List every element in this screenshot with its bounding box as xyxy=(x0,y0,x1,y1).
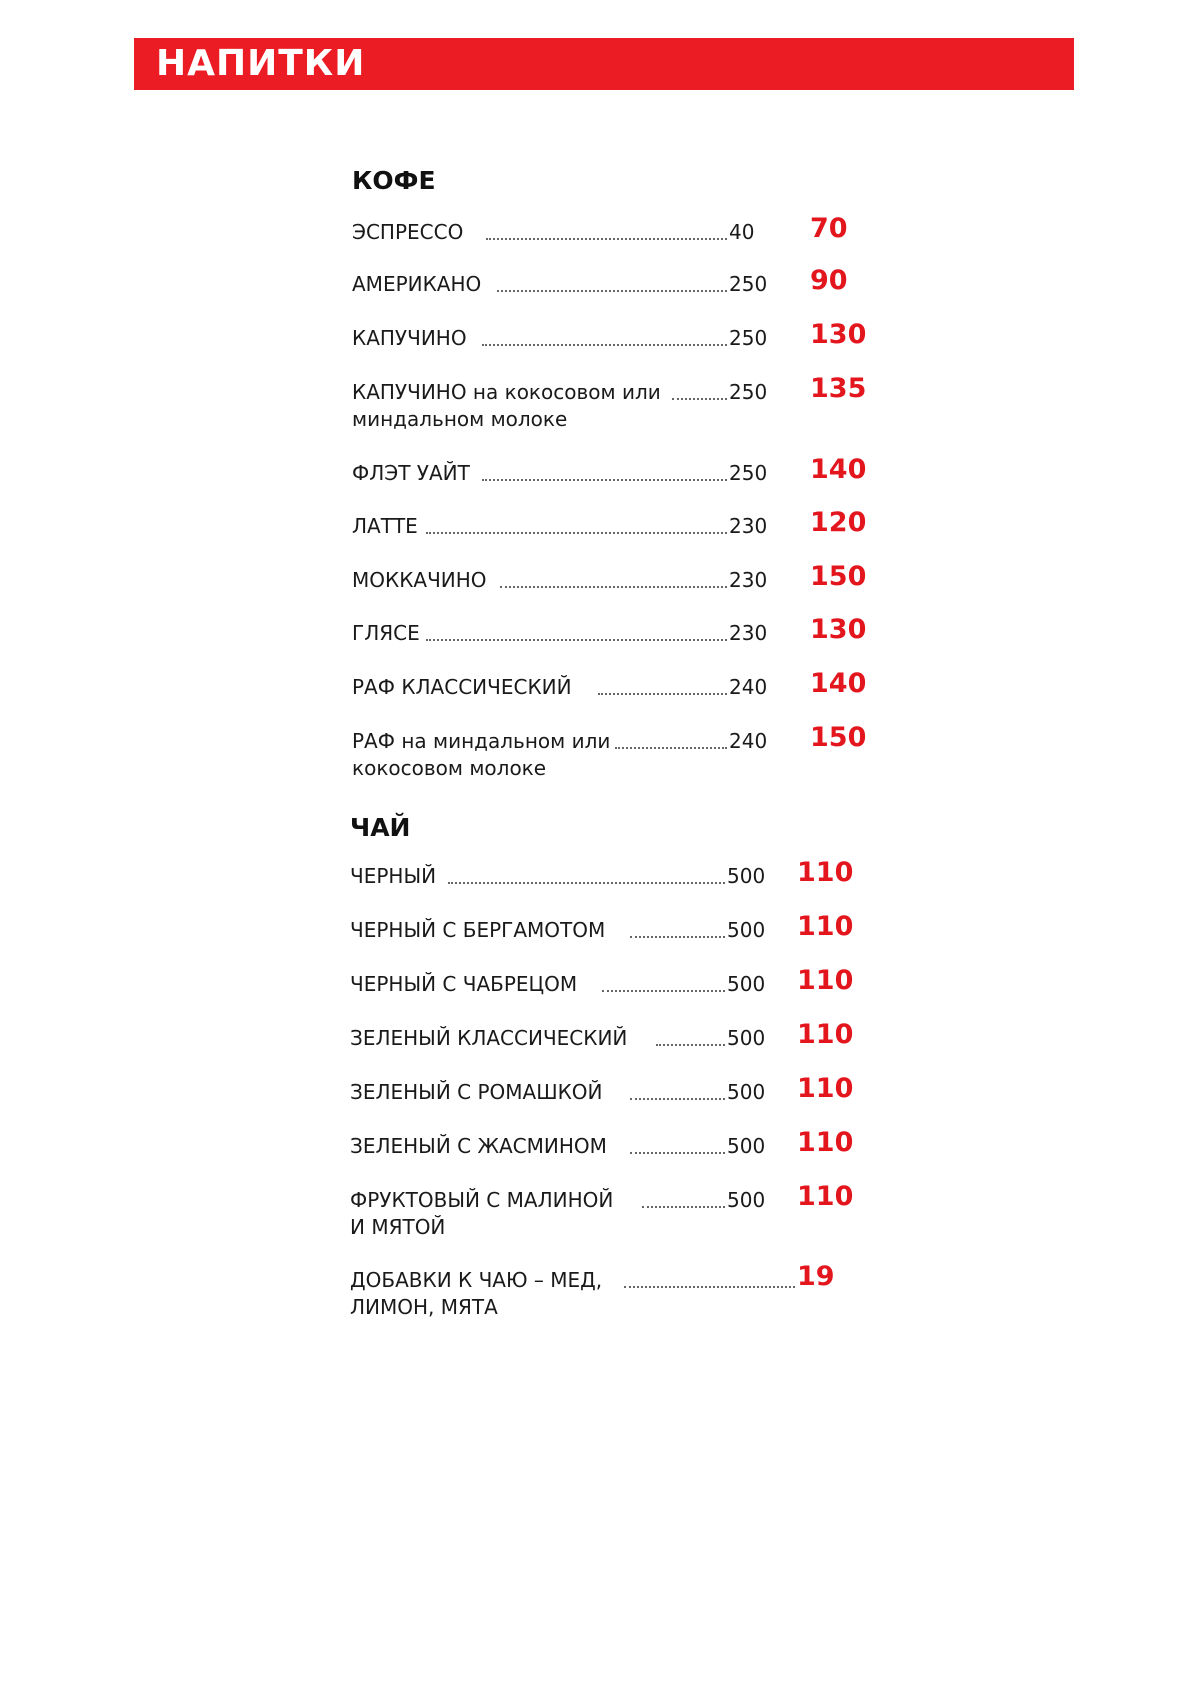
item-volume: 230 xyxy=(729,568,768,592)
item-name: АМЕРИКАНО xyxy=(352,272,482,296)
item-price: 150 xyxy=(810,722,867,753)
dot-leader xyxy=(598,693,727,695)
item-price: 130 xyxy=(810,319,867,350)
menu-item xyxy=(352,668,872,730)
menu-item xyxy=(352,265,872,327)
item-volume: 40 xyxy=(729,220,755,244)
item-name: ЧЕРНЫЙ xyxy=(350,864,437,888)
dot-leader xyxy=(642,1206,725,1208)
item-name-line2: ЛИМОН, МЯТА xyxy=(350,1295,498,1319)
dot-leader xyxy=(672,398,727,400)
item-price: 90 xyxy=(810,265,848,296)
item-name: КАПУЧИНО на кокосовом или xyxy=(352,380,661,404)
item-price: 19 xyxy=(797,1261,835,1292)
dot-leader xyxy=(602,990,725,992)
item-volume: 500 xyxy=(727,1188,766,1212)
item-price: 110 xyxy=(797,1019,854,1050)
item-name: ЛАТТЕ xyxy=(352,514,418,538)
dot-leader xyxy=(630,936,725,938)
item-name: ЗЕЛЕНЫЙ С ЖАСМИНОМ xyxy=(350,1134,607,1158)
menu-item xyxy=(350,911,870,973)
menu-item xyxy=(350,1019,870,1081)
item-name-line2: миндальном молоке xyxy=(352,407,568,431)
item-name: ЧЕРНЫЙ С БЕРГАМОТОМ xyxy=(350,918,606,942)
item-name: КАПУЧИНО xyxy=(352,326,467,350)
section-title-coffee: КОФЕ xyxy=(352,166,436,195)
item-volume: 230 xyxy=(729,621,768,645)
section-title-tea: ЧАЙ xyxy=(350,813,411,842)
item-volume: 250 xyxy=(729,326,768,350)
dot-leader xyxy=(426,639,727,641)
item-volume: 500 xyxy=(727,918,766,942)
item-volume: 500 xyxy=(727,1080,766,1104)
menu-item xyxy=(352,722,872,784)
item-price: 110 xyxy=(797,1073,854,1104)
dot-leader xyxy=(426,532,727,534)
item-volume: 240 xyxy=(729,675,768,699)
dot-leader xyxy=(500,586,727,588)
item-price: 135 xyxy=(810,373,867,404)
item-price: 140 xyxy=(810,668,867,699)
item-volume: 250 xyxy=(729,272,768,296)
item-price: 110 xyxy=(797,1127,854,1158)
item-price: 110 xyxy=(797,857,854,888)
item-name: МОККАЧИНО xyxy=(352,568,487,592)
dot-leader xyxy=(497,290,727,292)
menu-item xyxy=(352,614,872,676)
item-price: 70 xyxy=(810,213,848,244)
item-volume: 500 xyxy=(727,864,766,888)
item-price: 110 xyxy=(797,911,854,942)
item-volume: 230 xyxy=(729,514,768,538)
item-price: 120 xyxy=(810,507,867,538)
item-name: ДОБАВКИ К ЧАЮ – МЕД, xyxy=(350,1268,603,1292)
item-name: ЗЕЛЕНЫЙ КЛАССИЧЕСКИЙ xyxy=(350,1026,628,1050)
dot-leader xyxy=(486,238,727,240)
dot-leader xyxy=(630,1152,725,1154)
item-volume: 240 xyxy=(729,729,768,753)
menu-item xyxy=(352,373,872,435)
dot-leader xyxy=(656,1044,725,1046)
item-name-line2: кокосовом молоке xyxy=(352,756,547,780)
item-name: ЭСПРЕССО xyxy=(352,220,464,244)
item-name: РАФ КЛАССИЧЕСКИЙ xyxy=(352,675,572,699)
menu-item xyxy=(352,319,872,381)
item-name: ФЛЭТ УАЙТ xyxy=(352,461,470,485)
dot-leader xyxy=(624,1286,795,1288)
item-name: ЧЕРНЫЙ С ЧАБРЕЦОМ xyxy=(350,972,578,996)
dot-leader xyxy=(482,479,727,481)
item-volume: 250 xyxy=(729,461,768,485)
dot-leader xyxy=(630,1098,725,1100)
item-name-line2: И МЯТОЙ xyxy=(350,1215,446,1239)
menu-item xyxy=(352,454,872,516)
item-name: ФРУКТОВЫЙ С МАЛИНОЙ xyxy=(350,1188,614,1212)
item-volume: 250 xyxy=(729,380,768,404)
item-price: 130 xyxy=(810,614,867,645)
menu-item xyxy=(352,561,872,623)
header-banner xyxy=(134,38,1074,90)
page-title: НАПИТКИ xyxy=(156,43,366,84)
menu-item xyxy=(350,857,870,919)
menu-item xyxy=(352,507,872,569)
item-name: ГЛЯСЕ xyxy=(352,621,420,645)
menu-item xyxy=(350,1073,870,1135)
item-volume: 500 xyxy=(727,1134,766,1158)
item-price: 150 xyxy=(810,561,867,592)
item-price: 110 xyxy=(797,965,854,996)
dot-leader xyxy=(615,747,727,749)
menu-item xyxy=(350,1181,870,1243)
menu-item xyxy=(350,965,870,1027)
item-volume: 500 xyxy=(727,1026,766,1050)
item-name: ЗЕЛЕНЫЙ С РОМАШКОЙ xyxy=(350,1080,603,1104)
item-name: РАФ на миндальном или xyxy=(352,729,611,753)
item-price: 110 xyxy=(797,1181,854,1212)
item-volume: 500 xyxy=(727,972,766,996)
dot-leader xyxy=(448,882,725,884)
dot-leader xyxy=(482,344,727,346)
menu-item xyxy=(352,213,872,275)
menu-item xyxy=(350,1261,870,1323)
item-price: 140 xyxy=(810,454,867,485)
menu-item xyxy=(350,1127,870,1189)
